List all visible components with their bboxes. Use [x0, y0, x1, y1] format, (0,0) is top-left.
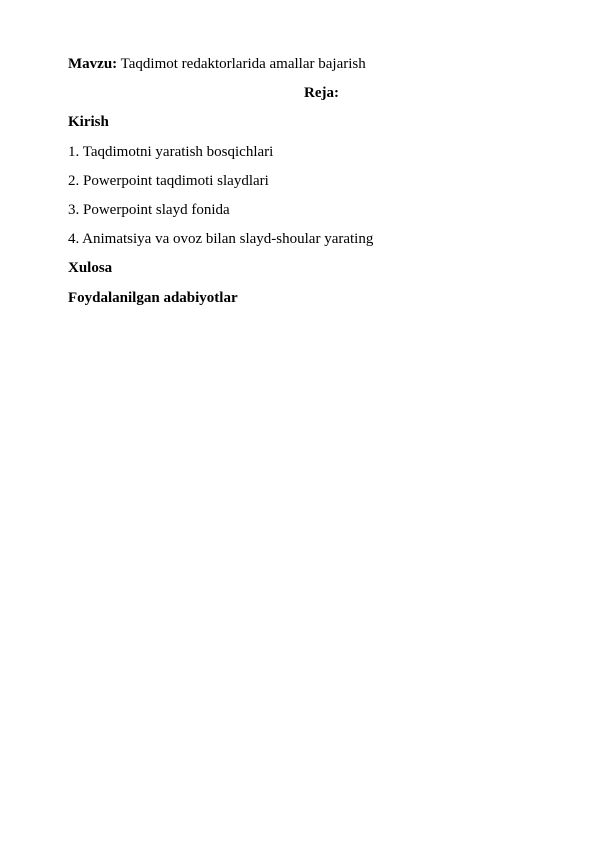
- plan-item-3: 3. Powerpoint slayd fonida: [68, 201, 230, 218]
- topic-label: Mavzu:: [68, 56, 118, 72]
- plan-item-1: 1. Taqdimotni yaratish bosqichlari: [68, 143, 274, 160]
- plan-heading: Reja:: [304, 85, 339, 102]
- references-heading: Foydalanilgan adabiyotlar: [68, 289, 238, 306]
- topic-line: [68, 50, 528, 79]
- intro-heading: Kirish: [68, 114, 109, 131]
- conclusion-heading: Xulosa: [68, 260, 113, 277]
- document-content: [68, 50, 528, 313]
- plan-item-2: 2. Powerpoint taqdimoti slaydlari: [68, 172, 269, 189]
- plan-item-4: 4. Animatsiya va ovoz bilan slayd-shoular yarating: [68, 231, 374, 248]
- topic-text: Taqdimot redaktorlarida amallar bajarish: [117, 56, 366, 72]
